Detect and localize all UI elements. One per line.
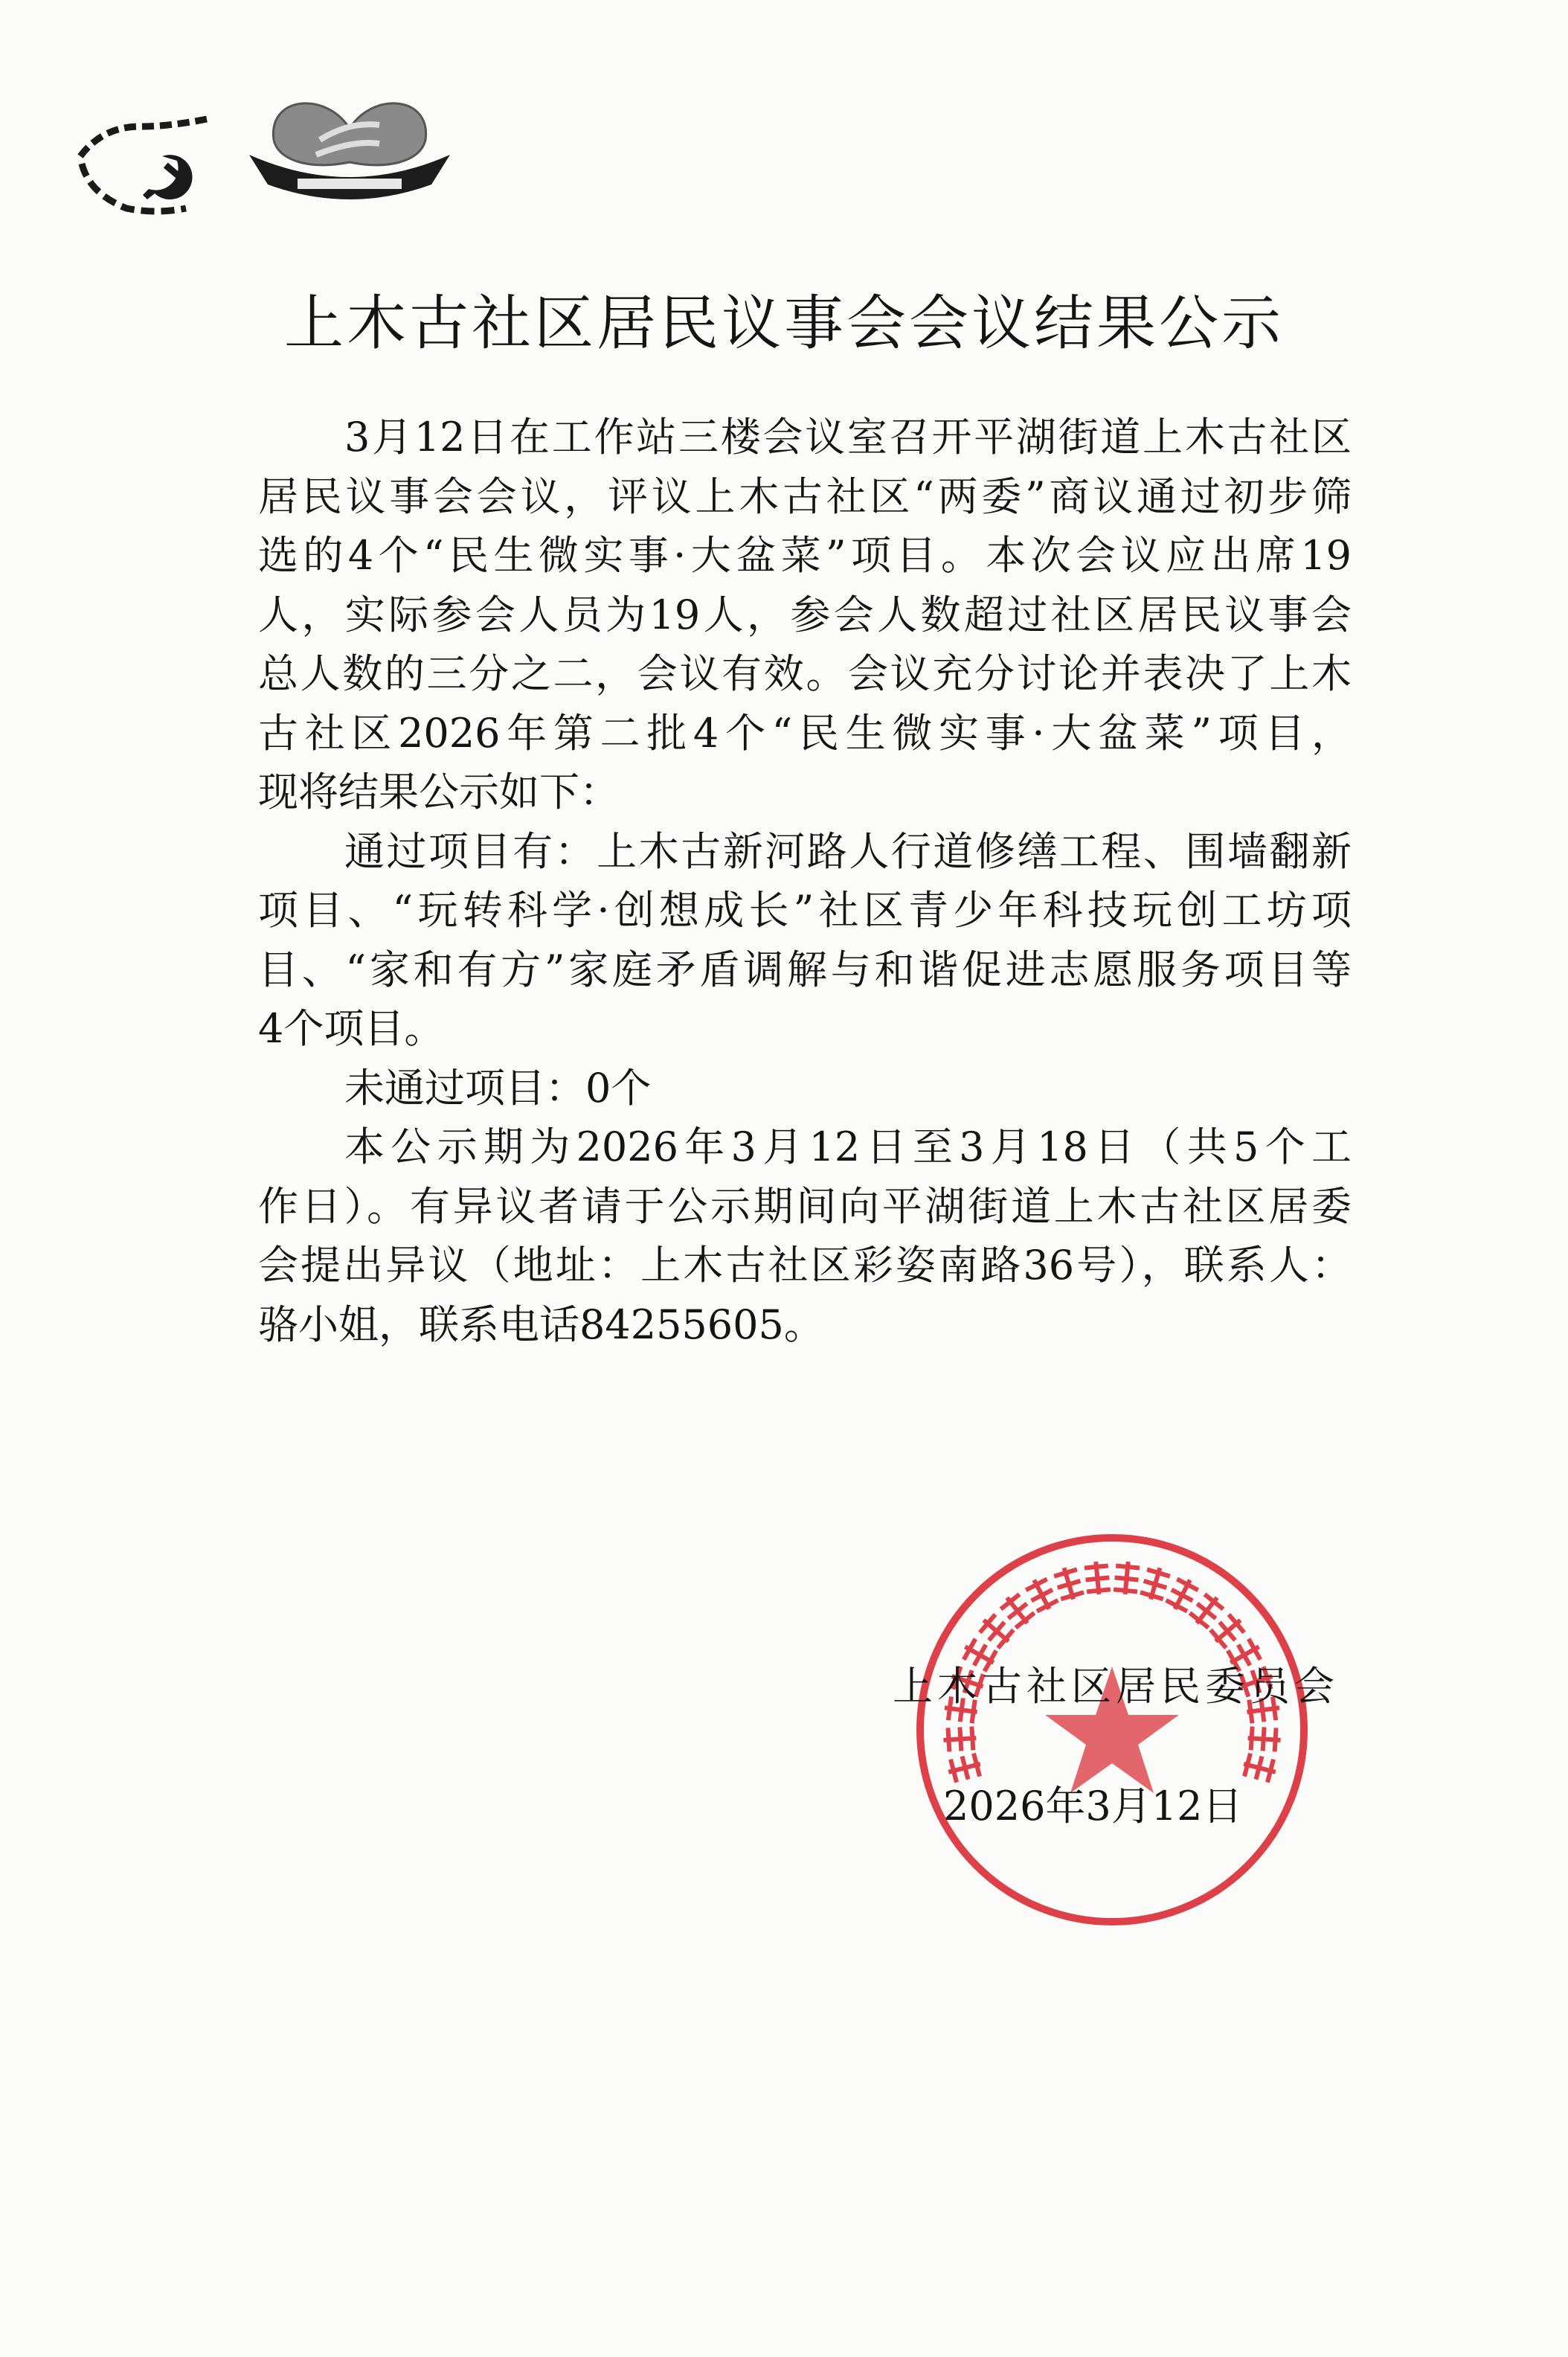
text-line: 古社区2026年第二批4个“民生微实事·大盆菜”项目，	[258, 709, 1352, 757]
text-line: 项目、“玩转科学·创想成长”社区青少年科技玩创工坊项	[258, 887, 1352, 934]
notice-title: 上木古社区居民议事会会议结果公示	[284, 289, 1284, 358]
stamp-glyph-mark	[945, 1752, 983, 1783]
notice-body	[258, 408, 1352, 1354]
text-line: 通过项目有：上木古新河路人行道修缮工程、围墙翻新	[344, 827, 1352, 875]
text-line: 3月12日在工作站三楼会议室召开平湖街道上木古社区	[344, 414, 1352, 461]
stamp-glyph-mark	[1084, 1561, 1111, 1596]
text-line: 现将结果公示如下：	[258, 769, 620, 815]
signature-organization: 上木古社区居民委员会	[893, 1663, 1339, 1710]
stamp-glyph-mark	[1241, 1752, 1279, 1783]
stamp-glyph-mark	[1247, 1726, 1282, 1752]
text-line: 目、“家和有方”家庭矛盾调解与和谐促进志愿服务项目等	[258, 946, 1352, 993]
text-line: 未通过项目：0个	[344, 1064, 652, 1112]
text-line: 选的4个“民生微实事·大盆菜”项目。本次会议应出席19	[258, 532, 1352, 579]
text-line: 作日）。有异议者请于公示期间向平湖街道上木古社区居委	[258, 1182, 1352, 1230]
text-line: 会提出异议（地址：上木古社区彩姿南路36号），联系人：	[258, 1242, 1352, 1289]
text-line: 4个项目。	[258, 1005, 445, 1052]
stamp-glyph-mark	[1114, 1561, 1140, 1596]
paragraph	[258, 408, 1352, 822]
party-emblem-logo	[65, 104, 222, 216]
text-line: 总人数的三分之二，会议有效。会议充分讨论并表决了上木	[258, 650, 1352, 697]
stamp-glyph-mark	[1140, 1565, 1172, 1603]
paragraph	[258, 1059, 1352, 1118]
official-seal-stamp	[911, 1529, 1313, 1931]
heart-bowl-logo	[245, 88, 454, 207]
stamp-glyph-mark	[942, 1726, 977, 1752]
paragraph	[258, 1117, 1352, 1354]
text-line: 骆小姐，联系电话84255605。	[258, 1301, 824, 1348]
paragraph	[258, 822, 1352, 1059]
stamp-glyph-mark	[1024, 1574, 1060, 1614]
text-line: 人，实际参会人员为19人，参会人数超过社区居民议事会	[258, 591, 1352, 638]
stamp-glyph-mark	[1053, 1565, 1085, 1603]
text-line: 本公示期为2026年3月12日至3月18日（共5个工	[344, 1123, 1352, 1170]
signature-date: 2026年3月12日	[943, 1783, 1243, 1830]
stamp-glyph-mark	[1164, 1574, 1201, 1614]
text-line: 居民议事会会议，评议上木古社区“两委”商议通过初步筛	[258, 472, 1352, 520]
